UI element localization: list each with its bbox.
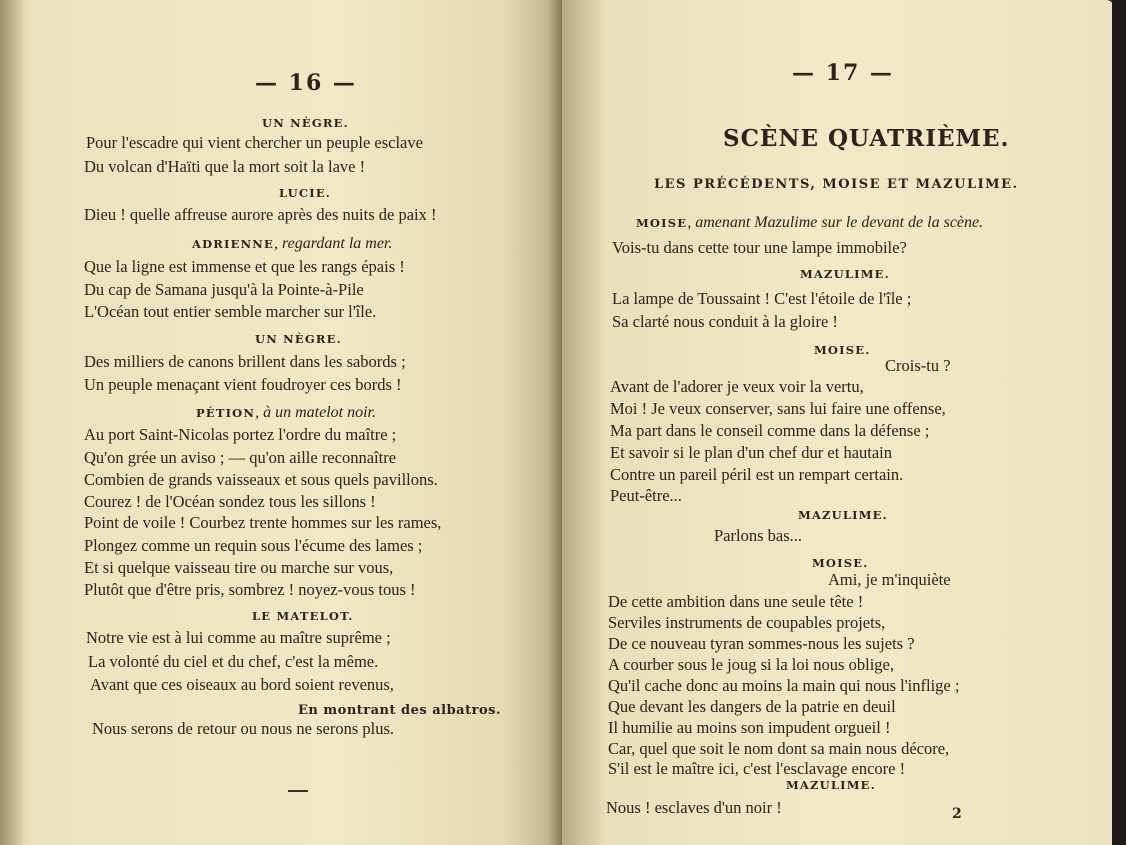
speaker-name: MOISE [636, 216, 688, 230]
verse-line: L'Océan tout entier semble marcher sur l'île. [84, 302, 377, 321]
verse-line: Ami, je m'inquiète [828, 570, 951, 589]
verse-line: Du cap de Samana jusqu'à la Pointe-à-Pile [84, 280, 364, 299]
verse-line: Pour l'escadre qui vient chercher un peuple esclave [86, 133, 423, 152]
verse-line: Du volcan d'Haïti que la mort soit la lave ! [84, 157, 366, 176]
speaker-label: MOISE. [812, 556, 869, 570]
verse-line: Notre vie est à lui comme au maître suprême ; [86, 628, 391, 647]
stage-direction: , à un matelot noir. [255, 404, 376, 421]
verse-line: Il humilie au moins son impudent orgueil ! [608, 718, 891, 737]
verse-line: Nous serons de retour ou nous ne serons plus. [92, 719, 395, 738]
scene-title: SCÈNE QUATRIÈME. [723, 125, 1010, 152]
verse-line: Ma part dans le conseil comme dans la défense ; [610, 421, 930, 440]
speaker-label: LE MATELOT. [252, 609, 354, 623]
stage-direction: , amenant Mazulime sur le devant de la scène. [687, 214, 984, 231]
speaker-label: MOISE. [814, 343, 871, 357]
speaker-label: MAZULIME. [798, 508, 888, 522]
verse-line: Nous ! esclaves d'un noir ! [606, 798, 782, 817]
verse-line: Un peuple menaçant vient foudroyer ces bords ! [84, 375, 402, 394]
speaker-label [192, 235, 392, 253]
speaker-label: UN NÈGRE. [262, 116, 349, 130]
verse-line: Et si quelque vaisseau tire ou marche sur vous, [84, 558, 394, 577]
verse-line: Peut-être... [610, 486, 682, 505]
verse-line: Plongez comme un requin sous l'écume des lames ; [84, 536, 423, 555]
verse-line: Et savoir si le plan d'un chef dur et hautain [610, 443, 893, 462]
speaker-label: LUCIE. [279, 186, 331, 200]
verse-line: Parlons bas... [714, 526, 802, 545]
signature-mark: 2 [952, 806, 962, 822]
speaker-label: UN NÈGRE. [255, 332, 342, 346]
verse-line: Crois-tu ? [885, 356, 951, 375]
page-number-left: — 16 — [255, 70, 357, 96]
right-page [562, 0, 1114, 845]
verse-line: Qu'il cache donc au moins la main qui nous l'inflige ; [608, 676, 960, 695]
verse-line: Contre un pareil péril est un rempart certain. [610, 465, 904, 484]
verse-line: De ce nouveau tyran sommes-nous les sujets ? [608, 634, 915, 653]
stage-direction: En montrant des albatros. [298, 703, 501, 718]
speaker-label: MAZULIME. [800, 267, 890, 281]
verse-line: Que devant les dangers de la patrie en deuil [608, 697, 896, 716]
verse-line: Moi ! Je veux conserver, sans lui faire une offense, [610, 399, 946, 418]
book-edge [1112, 0, 1126, 845]
stage-direction: , regardant la mer. [274, 235, 393, 252]
verse-line: S'il est le maître ici, c'est l'esclavage encore ! [608, 759, 906, 778]
page-end-dash [288, 790, 308, 792]
verse-line: La volonté du ciel et du chef, c'est la même. [88, 652, 379, 671]
speaker-name: ADRIENNE [192, 237, 274, 251]
verse-line: Que la ligne est immense et que les rangs épais ! [84, 257, 405, 276]
verse-line: Vois-tu dans cette tour une lampe immobile? [612, 238, 907, 257]
speaker-label: MAZULIME. [786, 778, 876, 792]
verse-line: Point de voile ! Courbez trente hommes sur les rames, [84, 513, 442, 532]
verse-line: Dieu ! quelle affreuse aurore après des nuits de paix ! [84, 205, 437, 224]
verse-line: A courber sous le joug si la loi nous oblige, [608, 655, 894, 674]
verse-line: Au port Saint-Nicolas portez l'ordre du maître ; [84, 425, 397, 444]
verse-line: Avant de l'adorer je veux voir la vertu, [610, 377, 864, 396]
verse-line: Car, quel que soit le nom dont sa main nous décore, [608, 739, 950, 758]
left-page [0, 0, 562, 845]
verse-line: Avant que ces oiseaux au bord soient revenus, [90, 675, 394, 694]
page-number-right: — 17 — [792, 60, 894, 86]
verse-line: Des milliers de canons brillent dans les sabords ; [84, 352, 406, 371]
verse-line: Courez ! de l'Océan sondez tous les sillons ! [84, 492, 376, 511]
verse-line: La lampe de Toussaint ! C'est l'étoile de l'île ; [612, 289, 912, 308]
speaker-label [196, 404, 376, 422]
verse-line: Plutôt que d'être pris, sombrez ! noyez-vous tous ! [84, 580, 416, 599]
speaker-name: PÉTION [196, 406, 256, 420]
verse-line: Combien de grands vaisseaux et sous quels pavillons. [84, 470, 438, 489]
speaker-label [636, 214, 983, 232]
verse-line: Serviles instruments de coupables projets, [608, 613, 886, 632]
cast-list: LES PRÉCÉDENTS, MOISE ET MAZULIME. [654, 177, 1019, 192]
verse-line: Qu'on grée un aviso ; — qu'on aille reconnaître [84, 448, 397, 467]
verse-line: De cette ambition dans une seule tête ! [608, 592, 864, 611]
verse-line: Sa clarté nous conduit à la gloire ! [612, 312, 838, 331]
